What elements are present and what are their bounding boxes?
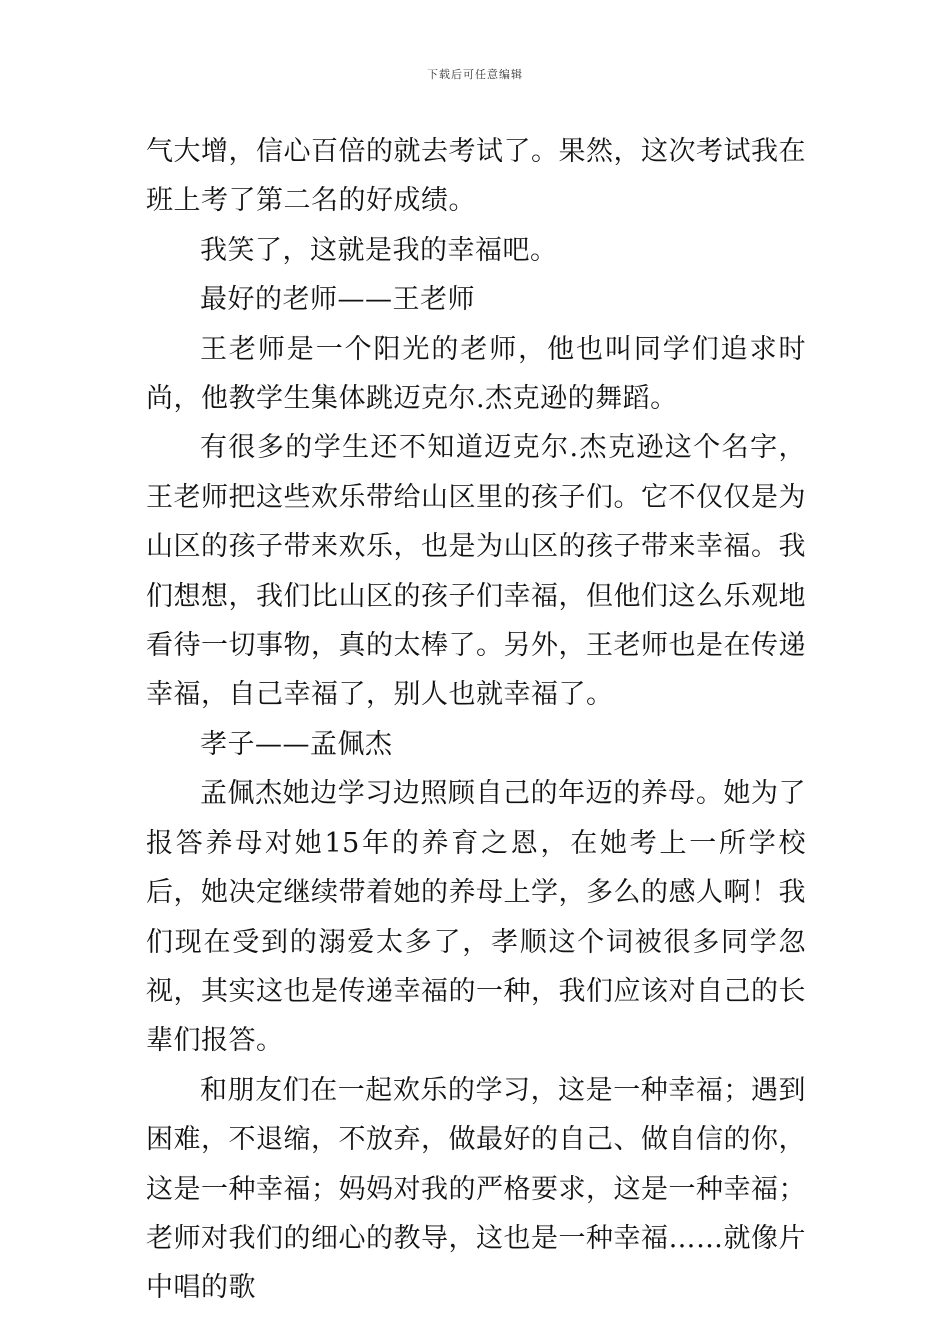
paragraph: 我笑了，这就是我的幸福吧。 [200,234,558,266]
section-heading: 最好的老师——王老师 [200,284,475,316]
paragraph: 孟佩杰她边学习边照顾自己的年迈的养母。她为了报答养母对她15年的养育之恩，在她考上一所学校后，她决定继续带着她的养母上学，多么的感人啊！我们现在受到的溺爱太多了，孝顺这个词被很多同学忽视，其实这也是传递幸福的一种，我们应该对自己的长辈们报答。 [146,778,806,1057]
paragraph: 有很多的学生还不知道迈克尔.杰克逊这个名字，王老师把这些欢乐带给山区里的孩子们。它不仅仅是为山区的孩子带来欢乐，也是为山区的孩子带来幸福。我们想想，我们比山区的孩子们幸福，但他们这么乐观地看待一切事物，真的太棒了。另外，王老师也是在传递幸福，自己幸福了，别人也就幸福了。 [146,432,806,711]
paragraph: 和朋友们在一起欢乐的学习，这是一种幸福；遇到困难，不退缩，不放弃，做最好的自己、做自信的你，这是一种幸福；妈妈对我的严格要求，这是一种幸福；老师对我们的细心的教导，这也是一种幸福……就像片中唱的歌 [146,1074,806,1304]
paragraph: 王老师是一个阳光的老师，他也叫同学们追求时尚，他教学生集体跳迈克尔.杰克逊的舞蹈。 [146,333,806,415]
document-body [146,127,806,1313]
section-heading: 孝子——孟佩杰 [200,728,393,760]
page-header-note: 下载后可任意编辑 [427,68,523,81]
paragraph: 气大增，信心百倍的就去考试了。果然，这次考试我在班上考了第二名的好成绩。 [146,136,806,217]
